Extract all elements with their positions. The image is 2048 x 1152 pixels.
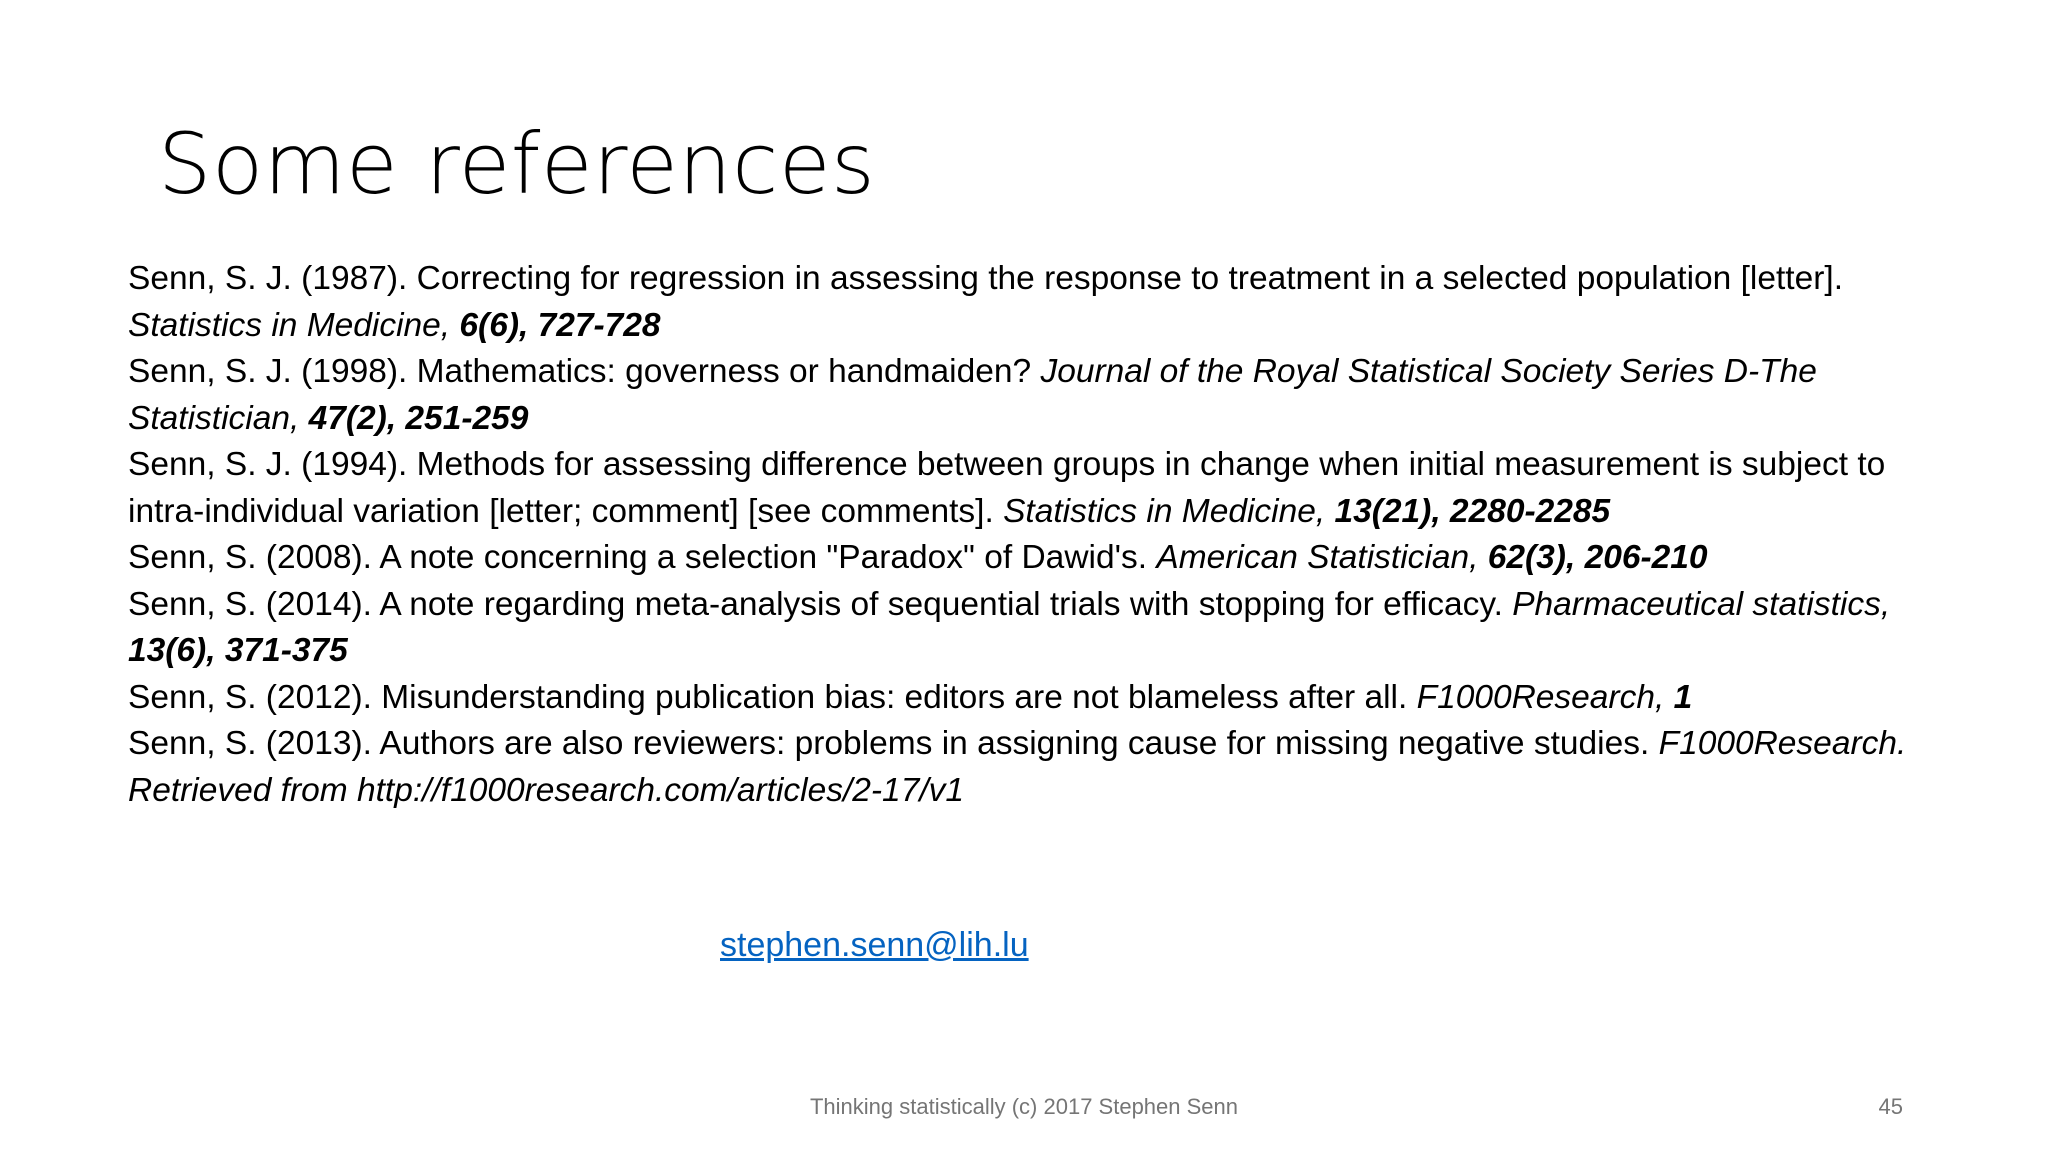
reference-item [128,256,1958,349]
reference-volume: 6(6), 727-728 [459,306,661,344]
reference-item [128,349,1958,442]
references-list [128,256,1958,814]
reference-text: Senn, S. (2012). Misunderstanding publication bias: editors are not blameless after all. [128,678,1417,716]
reference-journal: F1000Research, [1416,678,1674,716]
reference-journal: F1000Research. Retrieved from http://f1000research.com/articles/2-17/v1 [128,725,1907,809]
reference-text: Senn, S. (2013). Authors are also reviewers: problems in assigning cause for missing negative studies. [128,725,1659,762]
reference-journal: Statistics in Medicine, [128,306,460,344]
slide-footer: Thinking statistically (c) 2017 Stephen Senn [809,1094,1238,1119]
reference-volume: 13(6), 371-375 [128,632,348,669]
reference-volume: 62(3), 206-210 [1487,539,1708,576]
reference-volume: 47(2), 251-259 [308,399,529,437]
reference-item [128,582,1958,675]
reference-item [128,535,1958,582]
slide-title: Some references [158,115,876,213]
reference-text: Senn, S. J. (1987). Correcting for regression in assessing the response to treatment in a selected population [letter]. [128,260,1844,297]
reference-text: Senn, S. (2008). A note concerning a selection "Paradox" of Dawid's. [128,539,1157,576]
email-link[interactable]: stephen.senn@lih.lu [720,926,1029,964]
reference-item [128,721,1958,814]
page-number: 45 [1878,1094,1903,1119]
reference-text: Senn, S. J. (1998). Mathematics: governess or handmaiden? [128,353,1041,390]
reference-volume: 1 [1673,678,1693,716]
reference-item [128,442,1958,535]
reference-journal: American Statistician, [1156,539,1488,576]
reference-journal: Journal of the Royal Statistical Society Series D-The Statistician, [128,353,1817,437]
reference-volume: 13(21), 2280-2285 [1334,492,1611,530]
reference-journal: Statistics in Medicine, [1003,492,1335,530]
reference-journal: Pharmaceutical statistics, [1512,585,1891,623]
reference-text: Senn, S. (2014). A note regarding meta-analysis of sequential trials with stopping for efficacy. [128,585,1513,623]
reference-text: Senn, S. J. (1994). Methods for assessing difference between groups in change when initial measurement is subject to intra-individual variation [letter; comment] [see comments]. [128,446,1886,530]
reference-item [128,675,1958,722]
